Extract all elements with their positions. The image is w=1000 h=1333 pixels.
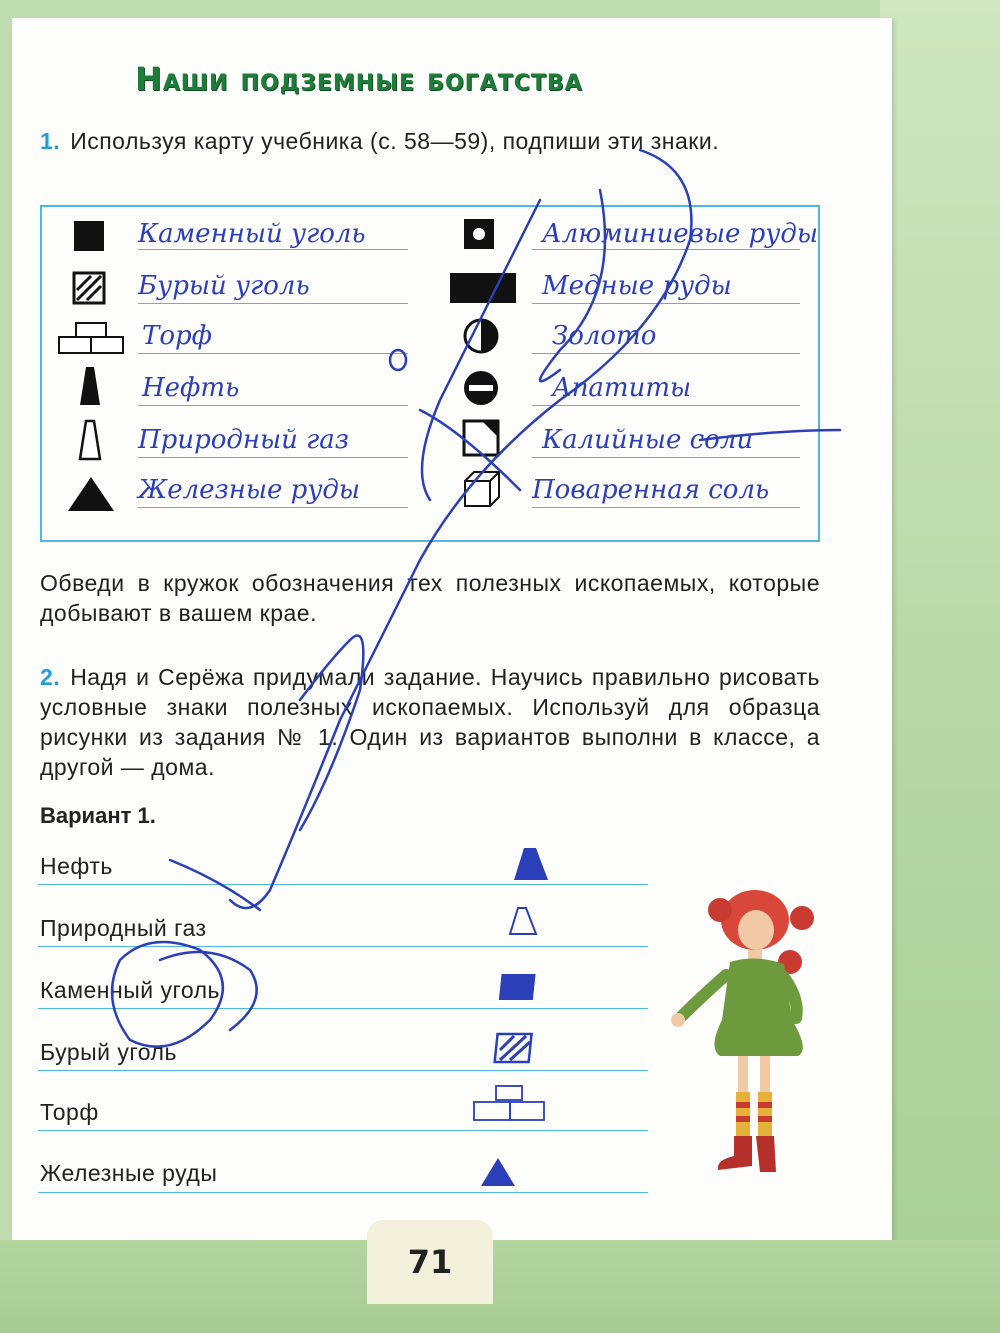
drawn-coal-symbol: [498, 970, 540, 1004]
legend-box: [40, 205, 820, 542]
task1-followup: Обведи в кружок обозначения тех полезных ископаемых, которые добывают в вашем крае.: [40, 570, 820, 626]
variant-item-peat: Торф: [40, 1099, 99, 1125]
potassium-salt-symbol: [462, 419, 500, 457]
answer-aluminium-ore: Алюминиевые руды: [542, 219, 819, 249]
drawn-gas-symbol: [504, 905, 540, 937]
variant-item-gas: Природный газ: [40, 915, 207, 941]
variant-item-brown-coal: Бурый уголь: [40, 1039, 177, 1065]
coal-symbol: [72, 219, 106, 253]
table-salt-symbol: [462, 469, 502, 509]
iron-ore-symbol: [66, 475, 116, 513]
task1-number: 1.: [40, 128, 61, 154]
variant-item-iron-ore: Железные руды: [40, 1160, 218, 1186]
answer-iron-ore: Железные руды: [138, 475, 361, 505]
answer-table-salt: Поваренная соль: [532, 475, 770, 505]
answer-copper-ore: Медные руды: [542, 271, 732, 301]
drawn-brown-coal-symbol: [492, 1030, 538, 1066]
answer-gas: Природный газ: [138, 425, 349, 455]
background-right: [880, 0, 1000, 1333]
girl-illustration: [660, 880, 830, 1180]
task2-number: 2.: [40, 664, 61, 690]
task2-text: [40, 662, 820, 782]
answer-oil: Нефть: [142, 373, 240, 403]
answer-apatite: Апатиты: [552, 373, 692, 403]
task2-instruction: Надя и Серёжа придумали задание. Научись правильно рисовать условные знаки полезных ископаемых. Используй для образца рисунки из задания № 1. Один из вариантов выполни в классе, а другой — дома.: [40, 664, 820, 780]
bottom-band: [0, 1240, 1000, 1333]
gas-symbol: [78, 419, 102, 461]
brown-coal-symbol: [72, 271, 106, 305]
variant-item-coal: Каменный уголь: [40, 977, 221, 1003]
answer-peat: Торф: [142, 321, 212, 351]
answer-gold: Золото: [552, 321, 657, 351]
drawn-oil-symbol: [508, 845, 552, 883]
page-title: Наши подземные богатства: [135, 60, 583, 98]
answer-potassium-salt: Калийные соли: [542, 425, 754, 455]
oil-symbol: [78, 365, 102, 407]
answer-brown-coal: Бурый уголь: [138, 271, 310, 301]
drawn-peat-symbol: [470, 1082, 550, 1126]
variant-title: Вариант 1.: [40, 803, 156, 828]
aluminium-ore-symbol: [462, 217, 496, 251]
drawn-iron-ore-symbol: [478, 1155, 518, 1189]
gold-symbol: [462, 317, 500, 355]
task1-instruction: Используя карту учебника (с. 58—59), подпиши эти знаки.: [70, 128, 720, 154]
apatite-symbol: [462, 369, 500, 407]
variant-item-oil: Нефть: [40, 853, 113, 879]
page-number: 71: [367, 1220, 493, 1304]
task1-text: [40, 126, 820, 156]
answer-coal: Каменный уголь: [138, 219, 366, 249]
copper-ore-symbol: [448, 271, 518, 305]
peat-symbol: [56, 319, 126, 359]
